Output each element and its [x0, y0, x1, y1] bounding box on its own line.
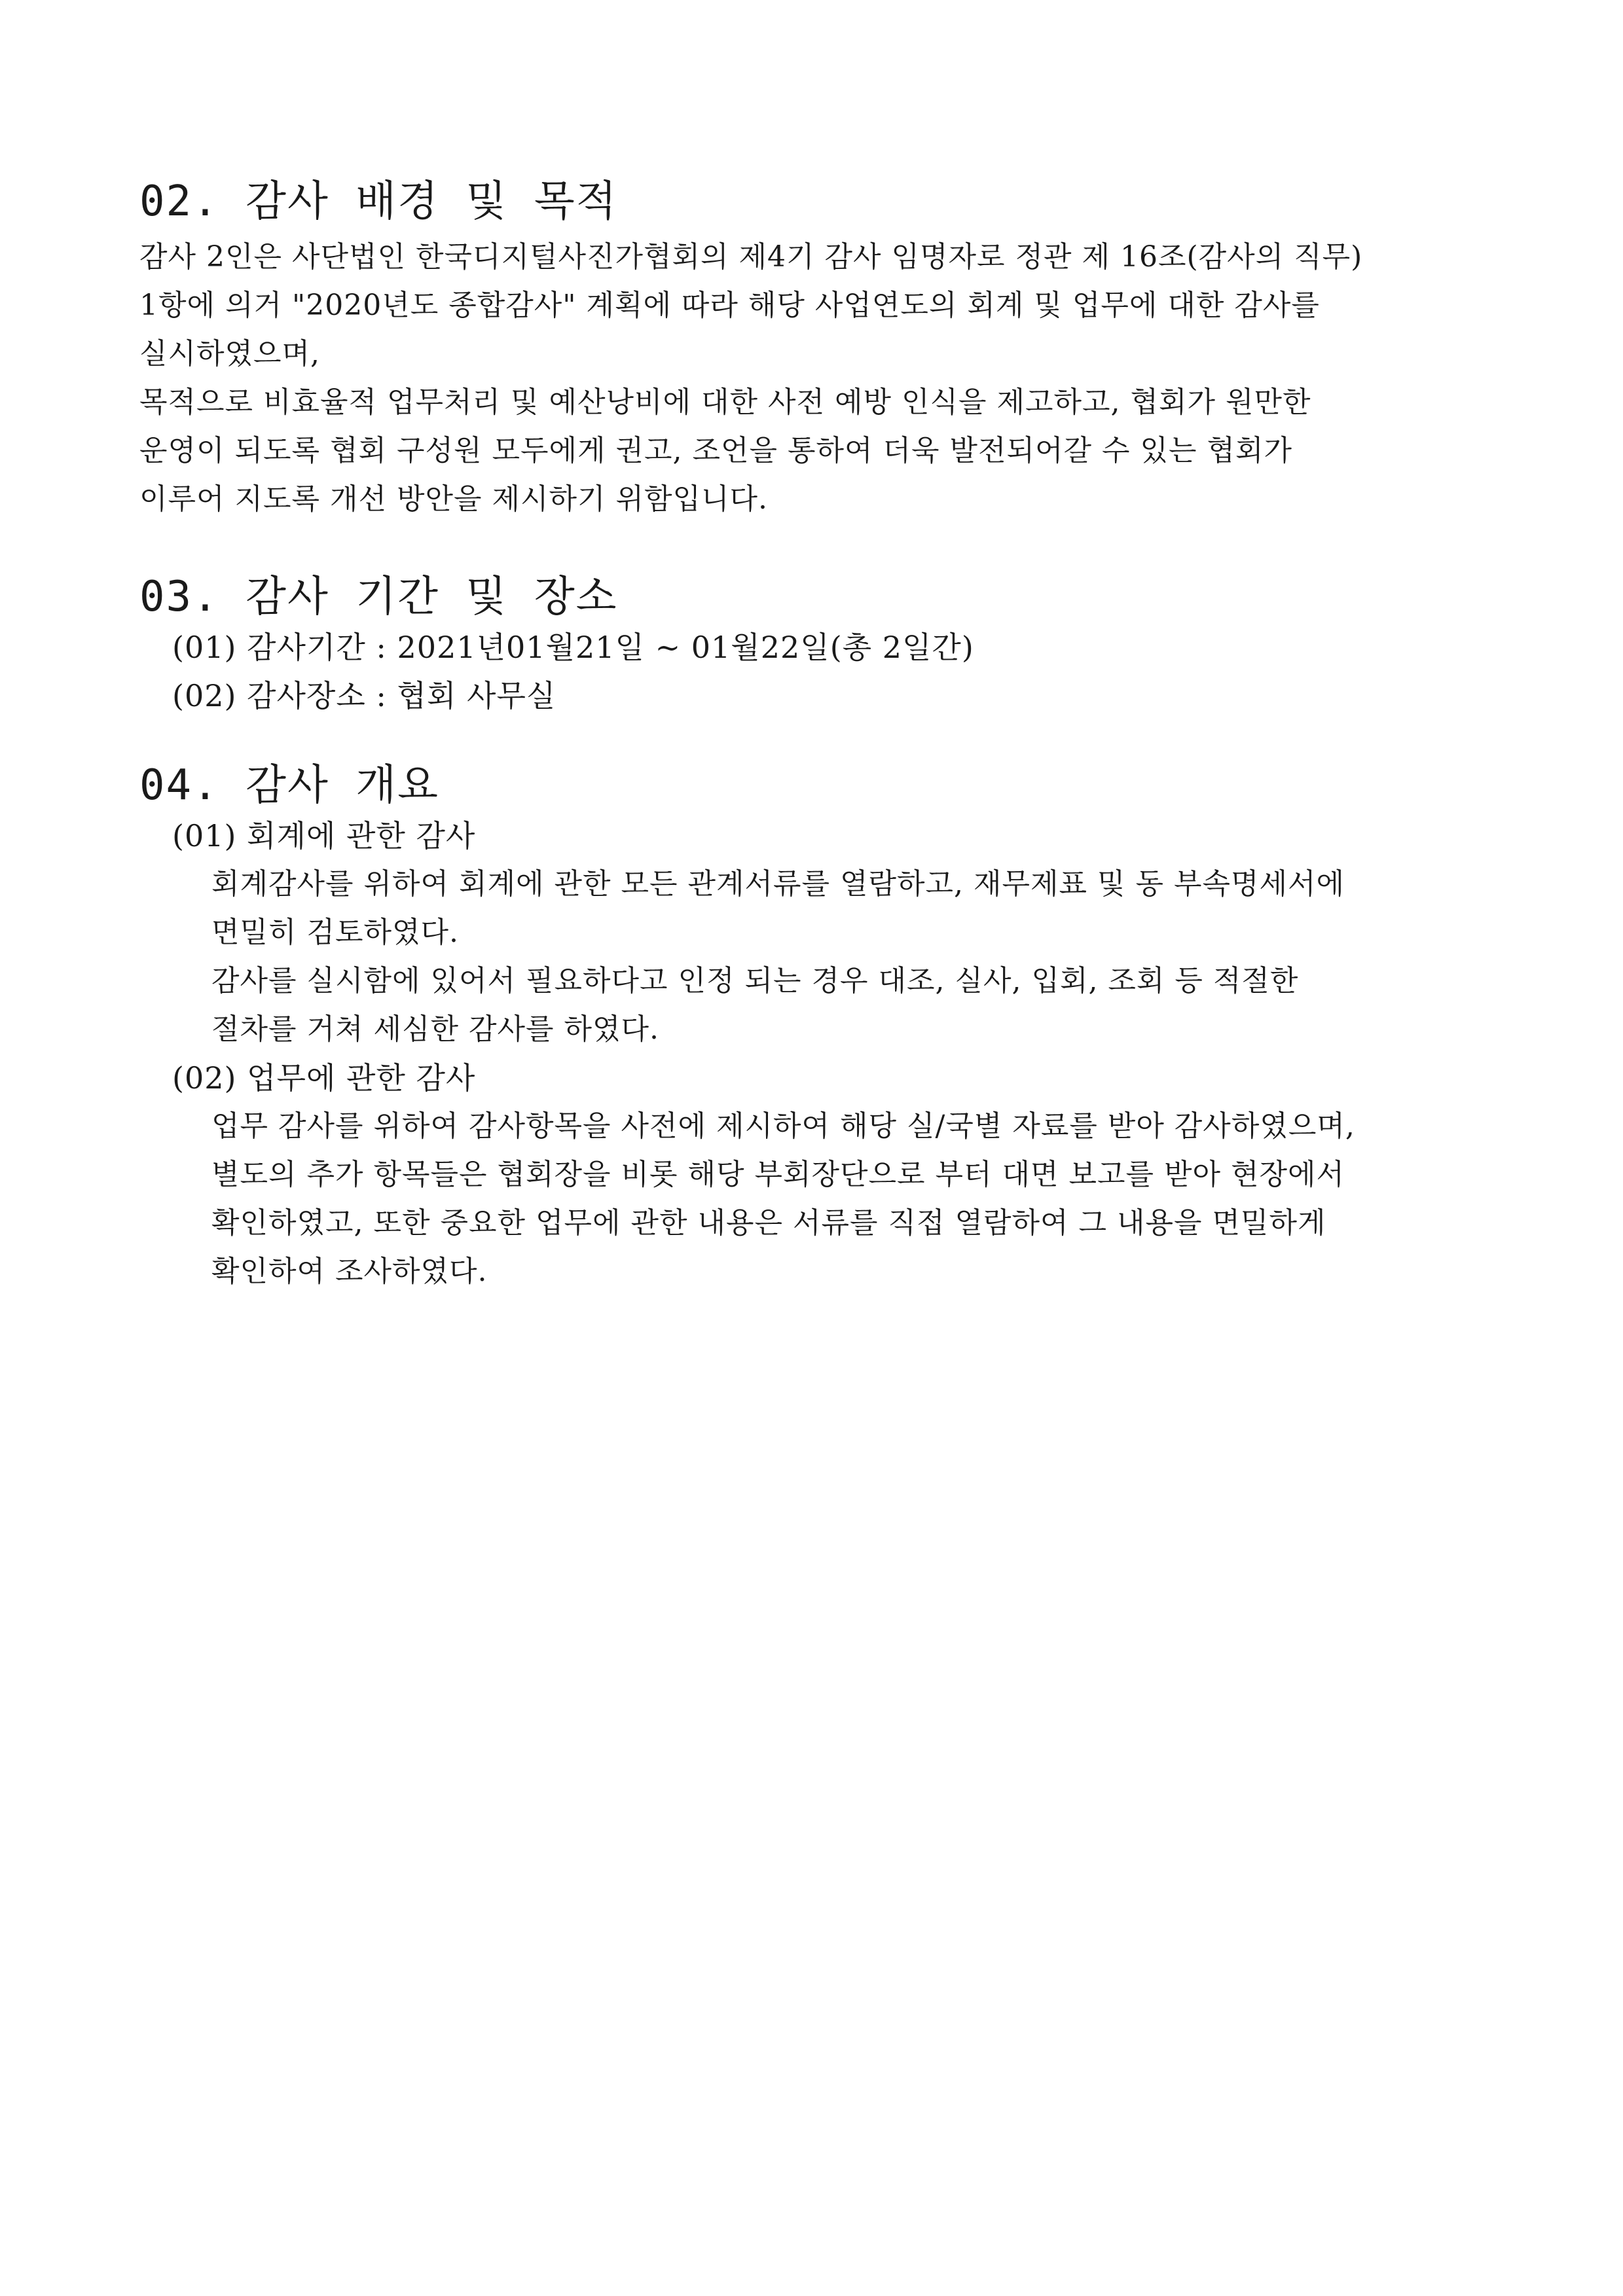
list-item: (01) 감사기간 : 2021년01월21일 ~ 01월22일(총 2일간): [172, 630, 974, 665]
paragraph-line: 실시하였으며,: [139, 337, 321, 370]
section-audit-period-place: [139, 571, 1495, 720]
section-audit-background: [139, 175, 1495, 524]
paragraph-line: 별도의 추가 항목들은 협회장을 비롯 해당 부회장단으로 부터 대면 보고를 받아 현장에서: [211, 1158, 1345, 1191]
subsection-title: (01) 회계에 관한 감사: [172, 818, 476, 853]
paragraph-line: 감사를 실시함에 있어서 필요하다고 인정 되는 경우 대조, 실사, 입회, 조회 등 적절한: [211, 964, 1299, 997]
paragraph-line: 1항에 의거 "2020년도 종합감사" 계획에 따라 해당 사업연도의 회계 및 업무에 대한 감사를: [139, 289, 1320, 322]
paragraph-line: 업무 감사를 위하여 감사항목을 사전에 제시하여 해당 실/국별 자료를 받아 감사하였으며,: [211, 1109, 1355, 1143]
list-item: (02) 감사장소 : 협회 사무실: [172, 678, 556, 713]
paragraph-line: 확인하여 조사하였다.: [211, 1255, 488, 1288]
paragraph-line: 감사 2인은 사단법인 한국디지털사진가협회의 제4기 감사 임명자로 정관 제 16조(감사의 직무): [139, 240, 1363, 274]
section-heading: 03. 감사 기간 및 장소: [139, 573, 618, 621]
section-heading: 02. 감사 배경 및 목적: [139, 177, 618, 226]
paragraph-line: 목적으로 비효율적 업무처리 및 예산낭비에 대한 사전 예방 인식을 제고하고, 협회가 원만한: [139, 386, 1311, 419]
paragraph-line: 회계감사를 위하여 회계에 관한 모든 관계서류를 열람하고, 재무제표 및 동 부속명세서에: [211, 867, 1345, 901]
subsection-title: (02) 업무에 관한 감사: [172, 1060, 476, 1096]
paragraph-line: 면밀히 검토하였다.: [211, 916, 460, 949]
paragraph-line: 운영이 되도록 협회 구성원 모두에게 권고, 조언을 통하여 더욱 발전되어갈 수 있는 협회가: [139, 434, 1292, 467]
paragraph-line: 절차를 거쳐 세심한 감사를 하였다.: [211, 1013, 659, 1046]
paragraph-line: 이루어 지도록 개선 방안을 제시하기 위함입니다.: [139, 482, 768, 516]
section-audit-overview: [139, 759, 1495, 1296]
paragraph-line: 확인하였고, 또한 중요한 업무에 관한 내용은 서류를 직접 열람하여 그 내용을 면밀하게: [211, 1206, 1326, 1240]
section-heading: 04. 감사 개요: [139, 761, 439, 810]
